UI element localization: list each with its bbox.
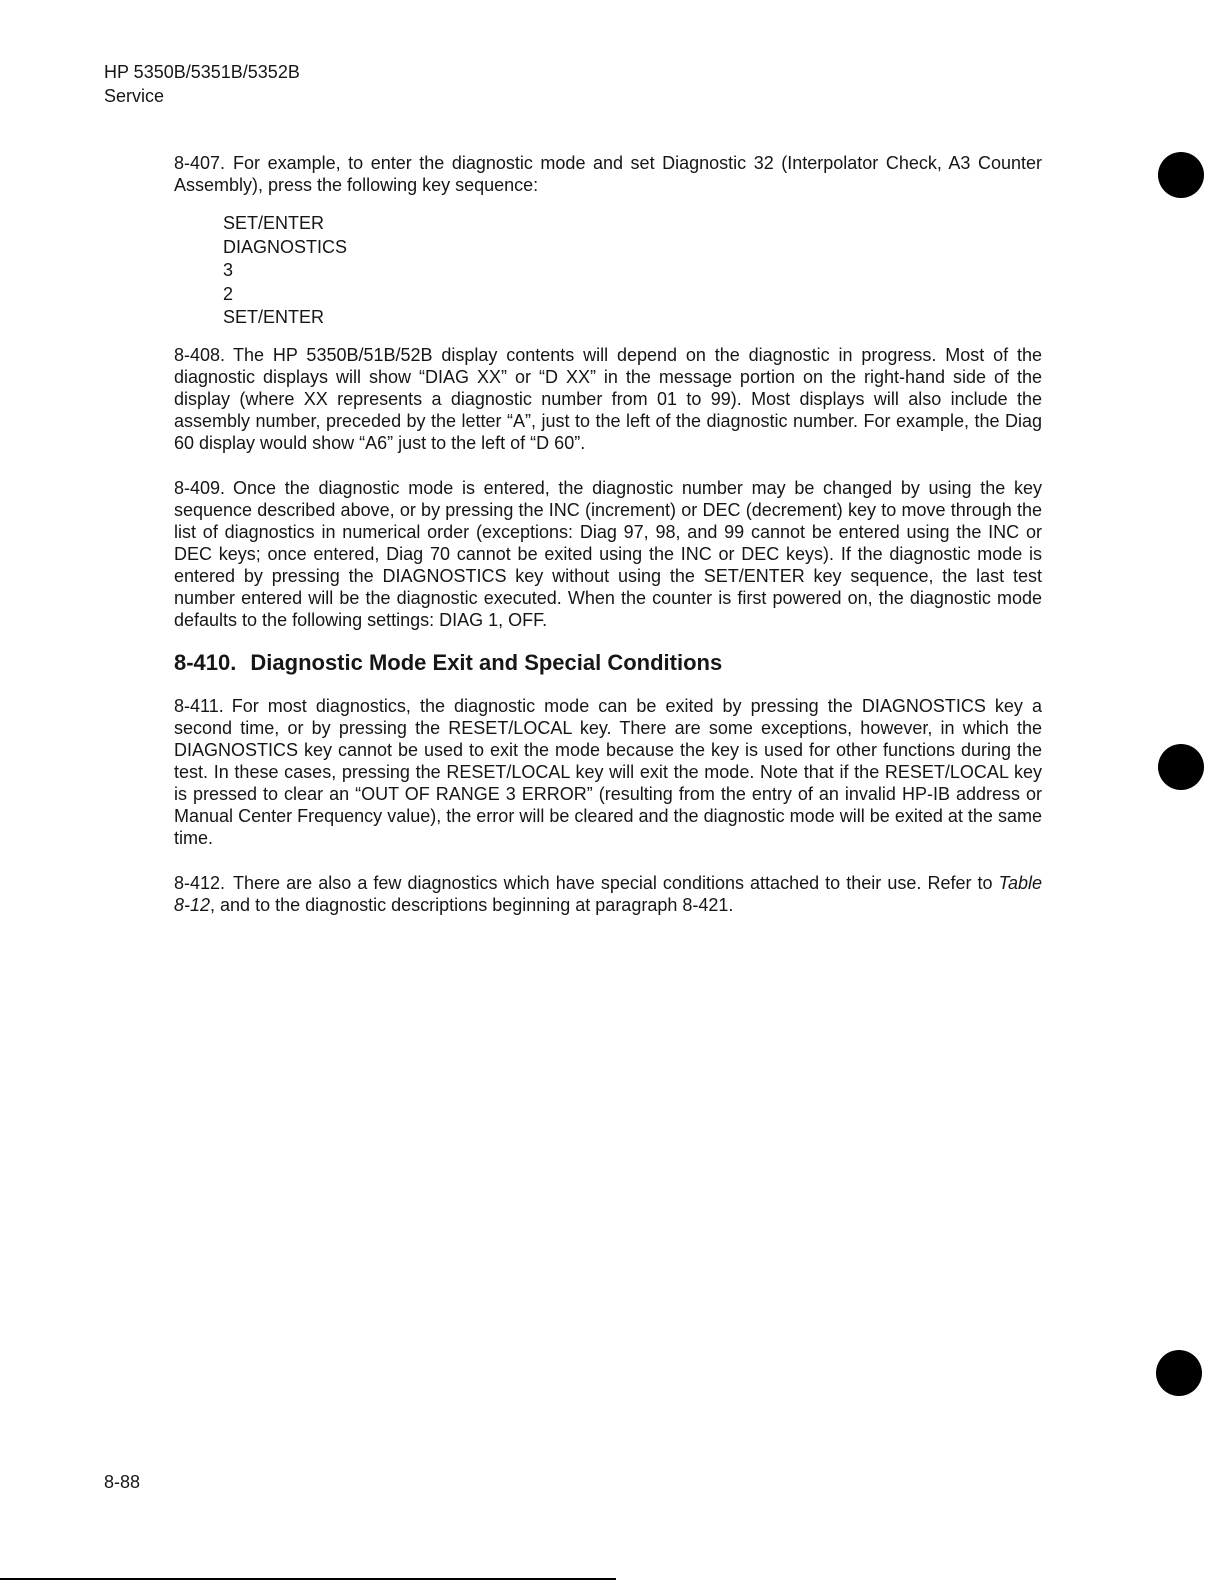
page-body: [174, 152, 1042, 916]
page-number: 8-88: [104, 1472, 141, 1492]
key-step-2: DIAGNOSTICS: [223, 236, 348, 257]
heading-title: Diagnostic Mode Exit and Special Conditions: [250, 649, 723, 675]
manual-model-title: HP 5350B/5351B/5352B: [104, 62, 300, 82]
key-step-1: SET/ENTER: [223, 213, 325, 233]
paragraph-text: The HP 5350B/51B/52B display contents will depend on the diagnostic in progress. Most of the diagnostic displays will show “DIAG XX” or “D XX” in the message portion on the right-hand side of the display (where XX represents a diagnostic number from 01 to 99). Most displays will also include the assembly number, preceded by the letter “A”, just to the left of the diagnostic number. For example, the Diag 60 display would show “A6” just to the left of “D 60”.: [174, 344, 1042, 453]
paragraph-number: 8-407.: [174, 153, 226, 173]
key-step-5: SET/ENTER: [223, 307, 325, 327]
paragraph-number: 8-409.: [174, 477, 226, 498]
paragraph-8-409: [174, 477, 1042, 631]
paragraph-8-411: [174, 695, 1042, 849]
binder-hole-middle: [1158, 744, 1204, 790]
running-header: [104, 60, 300, 108]
paragraph-text-end: , and to the diagnostic descriptions beginning at paragraph 8-421.: [210, 894, 734, 915]
manual-section-title: Service: [104, 86, 165, 106]
paragraph-number: 8-412.: [174, 872, 226, 893]
paragraph-number: 8-408.: [174, 344, 226, 365]
paragraph-text: Once the diagnostic mode is entered, the diagnostic number may be changed by using the key sequence described above, or by pressing the INC (increment) or DEC (decrement) key to move through the list of diagnostics in numerical order (exceptions: Diag 97, 98, and 99 cannot be entered using the INC or DEC keys; once entered, Diag 70 cannot be exited using the INC or DEC keys). If the diagnostic mode is entered by pressing the DIAGNOSTICS key without using the SET/ENTER key sequence, the last test number entered will be the diagnostic executed. When the counter is first powered on, the diagnostic mode defaults to the following settings: DIAG 1, OFF.: [174, 477, 1042, 630]
table-reference: Table 8-12: [174, 872, 1042, 915]
paragraph-8-412: [174, 872, 1042, 916]
heading-number: 8-410.: [174, 649, 237, 675]
paragraph-text: For example, to enter the diagnostic mode and set Diagnostic 32 (Interpolator Check, A3 Counter Assembly), press the following key sequence:: [174, 153, 1042, 195]
key-sequence: [223, 212, 1042, 330]
key-step-3: 3: [223, 260, 234, 280]
binder-hole-bottom: [1156, 1350, 1202, 1396]
paragraph-8-407: [174, 152, 1042, 196]
binder-hole-top: [1158, 152, 1204, 198]
paragraph-8-408: [174, 344, 1042, 454]
bottom-rule: [0, 1578, 616, 1580]
paragraph-text: For most diagnostics, the diagnostic mode can be exited by pressing the DIAGNOSTICS key a second time, or by pressing the RESET/LOCAL key. There are some exceptions, however, in which the DIAGNOSTICS key cannot be used to exit the mode because the key is used for other functions during the test. In these cases, pressing the RESET/LOCAL key will exit the mode. Note that if the RESET/LOCAL key is pressed to clear an “OUT OF RANGE 3 ERROR” (resulting from the entry of an invalid HP-IB address or Manual Center Frequency value), the error will be cleared and the diagnostic mode will be exited at the same time.: [174, 695, 1042, 848]
key-step-4: 2: [223, 283, 234, 304]
paragraph-text-start: There are also a few diagnostics which have special conditions attached to their use. Refer to: [233, 872, 999, 893]
section-heading-8-410: [174, 649, 1042, 677]
paragraph-number: 8-411.: [174, 695, 224, 716]
